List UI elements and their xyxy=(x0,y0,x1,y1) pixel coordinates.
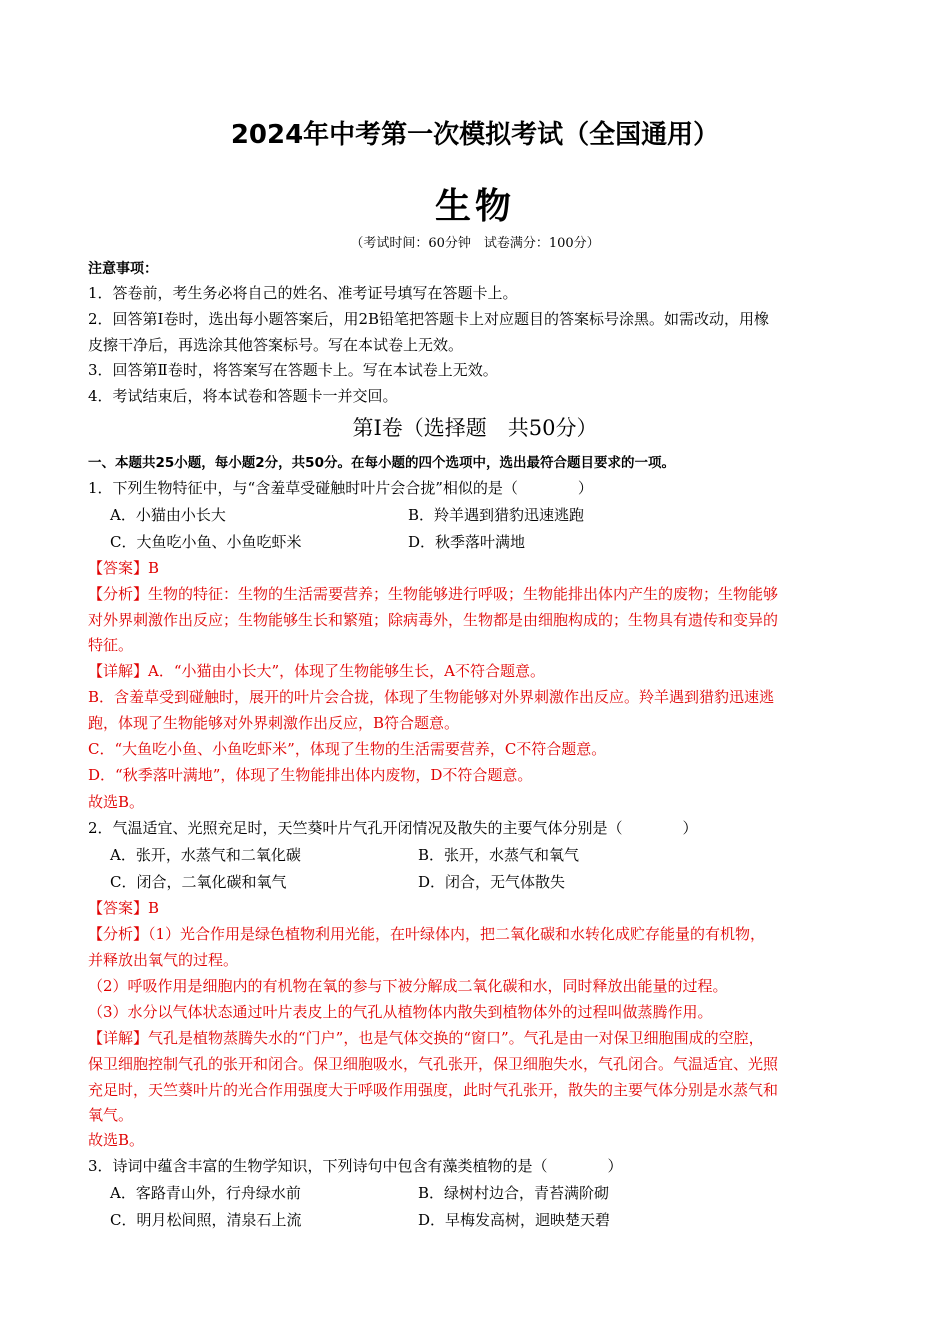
section-instruction: 一、本题共25小题，每小题2分，共50分。在每小题的四个选项中，选出最符合题目要求的一项。 xyxy=(88,455,675,471)
notice-item: 1．答卷前，考生务必将自己的姓名、准考证号填写在答题卡上。 xyxy=(88,284,518,302)
answer: 【答案】B xyxy=(88,559,160,577)
explanation-line: B．含羞草受到碰触时，展开的叶片会合拢，体现了生物能够对外界刺激作出反应。羚羊遇到猎豹迅速逃 xyxy=(88,688,775,706)
explanation-line: 【详解】气孔是植物蒸腾失水的“门户”，也是气体交换的“窗口”。气孔是由一对保卫细胞围成的空腔， xyxy=(88,1029,764,1047)
notice-item: 4．考试结束后，将本试卷和答题卡一并交回。 xyxy=(88,387,398,405)
explanation-line: （3）水分以气体状态通过叶片表皮上的气孔从植物体内散失到植物体外的过程叫做蒸腾作用。 xyxy=(88,1003,713,1021)
answer: 【答案】B xyxy=(88,899,160,917)
explanation-line: （2）呼吸作用是细胞内的有机物在氧的参与下被分解成二氧化碳和水，同时释放出能量的过程。 xyxy=(88,977,728,995)
option-a: A．张开，水蒸气和二氧化碳 xyxy=(110,846,301,864)
option-a: A．客路青山外，行舟绿水前 xyxy=(110,1184,301,1202)
notice-heading: 注意事项： xyxy=(88,261,158,277)
explanation-line: C．“大鱼吃小鱼、小鱼吃虾米”，体现了生物的生活需要营养，C不符合题意。 xyxy=(88,740,607,758)
explanation-line: 对外界刺激作出反应；生物能够生长和繁殖；除病毒外，生物都是由细胞构成的；生物具有遗传和变异的 xyxy=(88,611,779,629)
explanation-line: 氧气。 xyxy=(88,1106,134,1124)
notice-item: 3．回答第Ⅱ卷时，将答案写在答题卡上。写在本试卷上无效。 xyxy=(88,361,498,379)
option-d: D．闭合，无气体散失 xyxy=(418,873,566,891)
explanation-line: 【详解】A．“小猫由小长大”，体现了生物能够生长，A不符合题意。 xyxy=(88,662,546,680)
option-c: C．闭合，二氧化碳和氧气 xyxy=(110,873,287,891)
notice-item: 2．回答第Ⅰ卷时，选出每小题答案后，用2B铅笔把答题卡上对应题目的答案标号涂黑。如需改动，用橡 xyxy=(88,310,770,328)
option-a: A．小猫由小长大 xyxy=(110,506,226,524)
option-d: D．早梅发高树，迥映楚天碧 xyxy=(418,1211,611,1229)
explanation-line: 并释放出氧气的过程。 xyxy=(88,951,239,969)
exam-title: 2024年中考第一次模拟考试（全国通用） xyxy=(230,120,720,150)
question-stem: 1．下列生物特征中，与“含羞草受碰触时叶片会合拢”相似的是（ ） xyxy=(88,479,593,497)
explanation-line: 特征。 xyxy=(88,636,134,654)
explanation-line: 保卫细胞控制气孔的张开和闭合。保卫细胞吸水，气孔张开，保卫细胞失水，气孔闭合。气温适宜、光照 xyxy=(88,1055,779,1073)
option-c: C．明月松间照，清泉石上流 xyxy=(110,1211,302,1229)
question-stem: 3．诗词中蕴含丰富的生物学知识，下列诗句中包含有藻类植物的是（ ） xyxy=(88,1157,623,1175)
explanation-line: 故选B。 xyxy=(88,793,145,811)
question-stem: 2．气温适宜、光照充足时，天竺葵叶片气孔开闭情况及散失的主要气体分别是（ ） xyxy=(88,819,698,837)
option-b: B．张开，水蒸气和氧气 xyxy=(418,846,580,864)
section-title: 第Ⅰ卷（选择题 共50分） xyxy=(352,416,598,440)
option-b: B．羚羊遇到猎豹迅速逃跑 xyxy=(408,506,585,524)
option-c: C．大鱼吃小鱼、小鱼吃虾米 xyxy=(110,533,302,551)
explanation-line: D．“秋季落叶满地”，体现了生物能排出体内废物，D不符合题意。 xyxy=(88,766,533,784)
explanation-line: 【分析】生物的特征：生物的生活需要营养；生物能够进行呼吸；生物能排出体内产生的废物；生物能够 xyxy=(88,585,779,603)
exam-info: （考试时间：60分钟 试卷满分：100分） xyxy=(350,236,600,251)
option-b: B．绿树村边合，青苔满阶砌 xyxy=(418,1184,610,1202)
explanation-line: 故选B。 xyxy=(88,1131,145,1149)
explanation-line: 【分析】（1）光合作用是绿色植物利用光能，在叶绿体内，把二氧化碳和水转化成贮存能量的有机物， xyxy=(88,925,766,943)
subject-title: 生物 xyxy=(434,186,515,227)
explanation-line: 充足时，天竺葵叶片的光合作用强度大于呼吸作用强度，此时气孔张开，散失的主要气体分别是水蒸气和 xyxy=(88,1081,779,1099)
explanation-line: 跑，体现了生物能够对外界刺激作出反应，B符合题意。 xyxy=(88,714,460,732)
option-d: D．秋季落叶满地 xyxy=(408,533,526,551)
notice-item: 皮擦干净后，再选涂其他答案标号。写在本试卷上无效。 xyxy=(88,336,464,354)
